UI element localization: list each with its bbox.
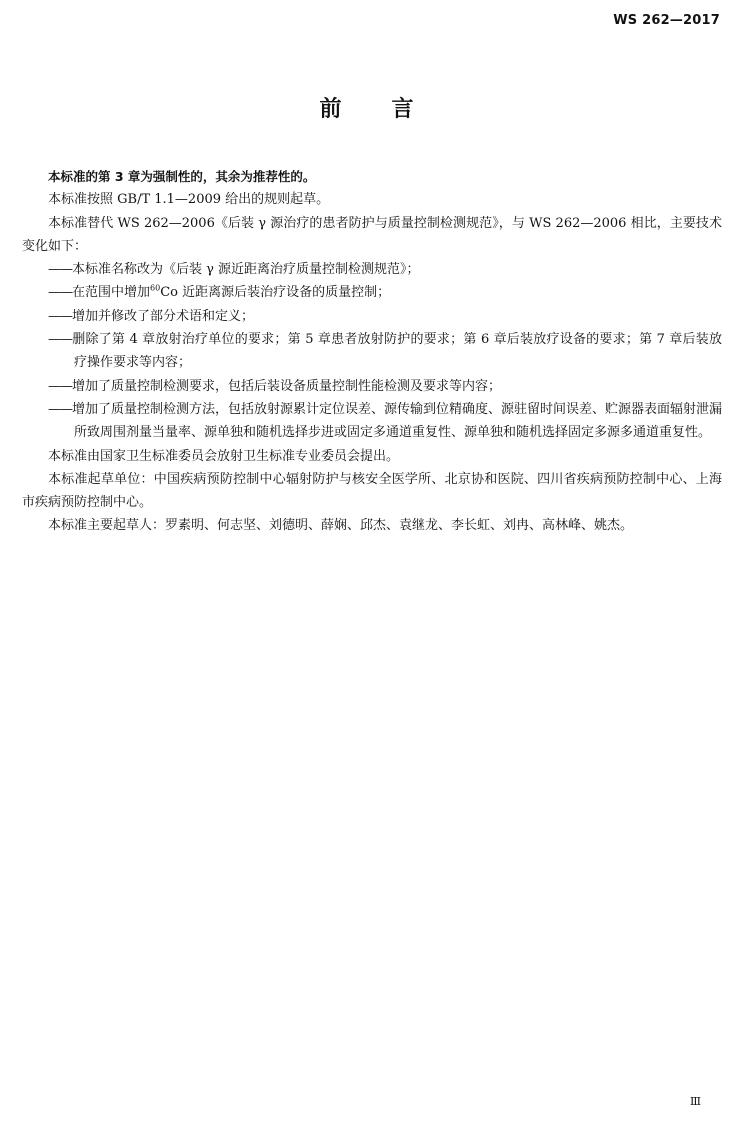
dash-marker: ——	[48, 308, 72, 324]
preface-body	[22, 165, 722, 538]
mandatory-statement: 本标准的第 3 章为强制性的，其余为推荐性的。	[48, 169, 316, 184]
change-item-text: 增加了质量控制检测方法，包括放射源累计定位误差、源传输到位精确度、源驻留时间误差、贮源器表面辐射泄漏所致周围剂量当量率、源单独和随机选择步进或固定多通道重复性、源单独和随机选择固定多源多通道重复性。	[72, 401, 723, 441]
change-item-text: 删除了第 4 章放射治疗单位的要求；第 5 章患者放射防护的要求；第 6 章后装放疗设备的要求；第 7 章后装放疗操作要求等内容；	[72, 332, 722, 371]
change-item-text: 本标准名称改为《后装 γ 源近距离治疗质量控制检测规范》；	[72, 262, 420, 278]
page-number: III	[689, 1095, 700, 1108]
page-title	[0, 92, 735, 123]
standard-code: WS 262—2017	[613, 13, 720, 28]
change-item	[22, 375, 722, 398]
dash-marker: ——	[48, 378, 72, 394]
drafting-units-paragraph: 本标准起草单位：中国疾病预防控制中心辐射防护与核安全医学所、北京协和医院、四川省疾病预防控制中心、上海市疾病预防控制中心。	[22, 471, 722, 511]
change-item-text: 增加并修改了部分术语和定义；	[72, 308, 255, 324]
drafters-paragraph: 本标准主要起草人：罗素明、何志坚、刘德明、薛娴、邱杰、袁继龙、李长虹、刘冉、高林峰、姚杰。	[48, 518, 634, 534]
proposer-paragraph: 本标准由国家卫生标准委员会放射卫生标准专业委员会提出。	[48, 448, 400, 464]
replacement-paragraph: 本标准替代 WS 262—2006《后装 γ 源治疗的患者防护与质量控制检测规范》，与 WS 262—2006 相比，主要技术变化如下：	[22, 215, 722, 254]
dash-marker: ——	[48, 332, 72, 348]
dash-marker: ——	[48, 262, 72, 278]
change-item-text: 增加了质量控制检测要求，包括后装设备质量控制性能检测及要求等内容；	[72, 378, 502, 394]
change-item	[22, 258, 722, 281]
drafting-rule-paragraph: 本标准按照 GB/T 1.1—2009 给出的规则起草。	[48, 192, 330, 208]
dash-marker: ——	[48, 401, 72, 417]
change-item	[22, 305, 722, 328]
isotope-mass-number: 60	[150, 284, 161, 294]
change-item	[22, 328, 722, 375]
change-item-text: Co 近距离源后装治疗设备的质量控制；	[160, 285, 391, 301]
change-item-text: 在范围中增加	[72, 285, 151, 301]
change-item	[22, 398, 722, 445]
dash-marker: ——	[48, 285, 72, 301]
title-char-2: 言	[391, 97, 416, 122]
title-char-1: 前	[319, 97, 344, 122]
change-item	[22, 281, 722, 304]
